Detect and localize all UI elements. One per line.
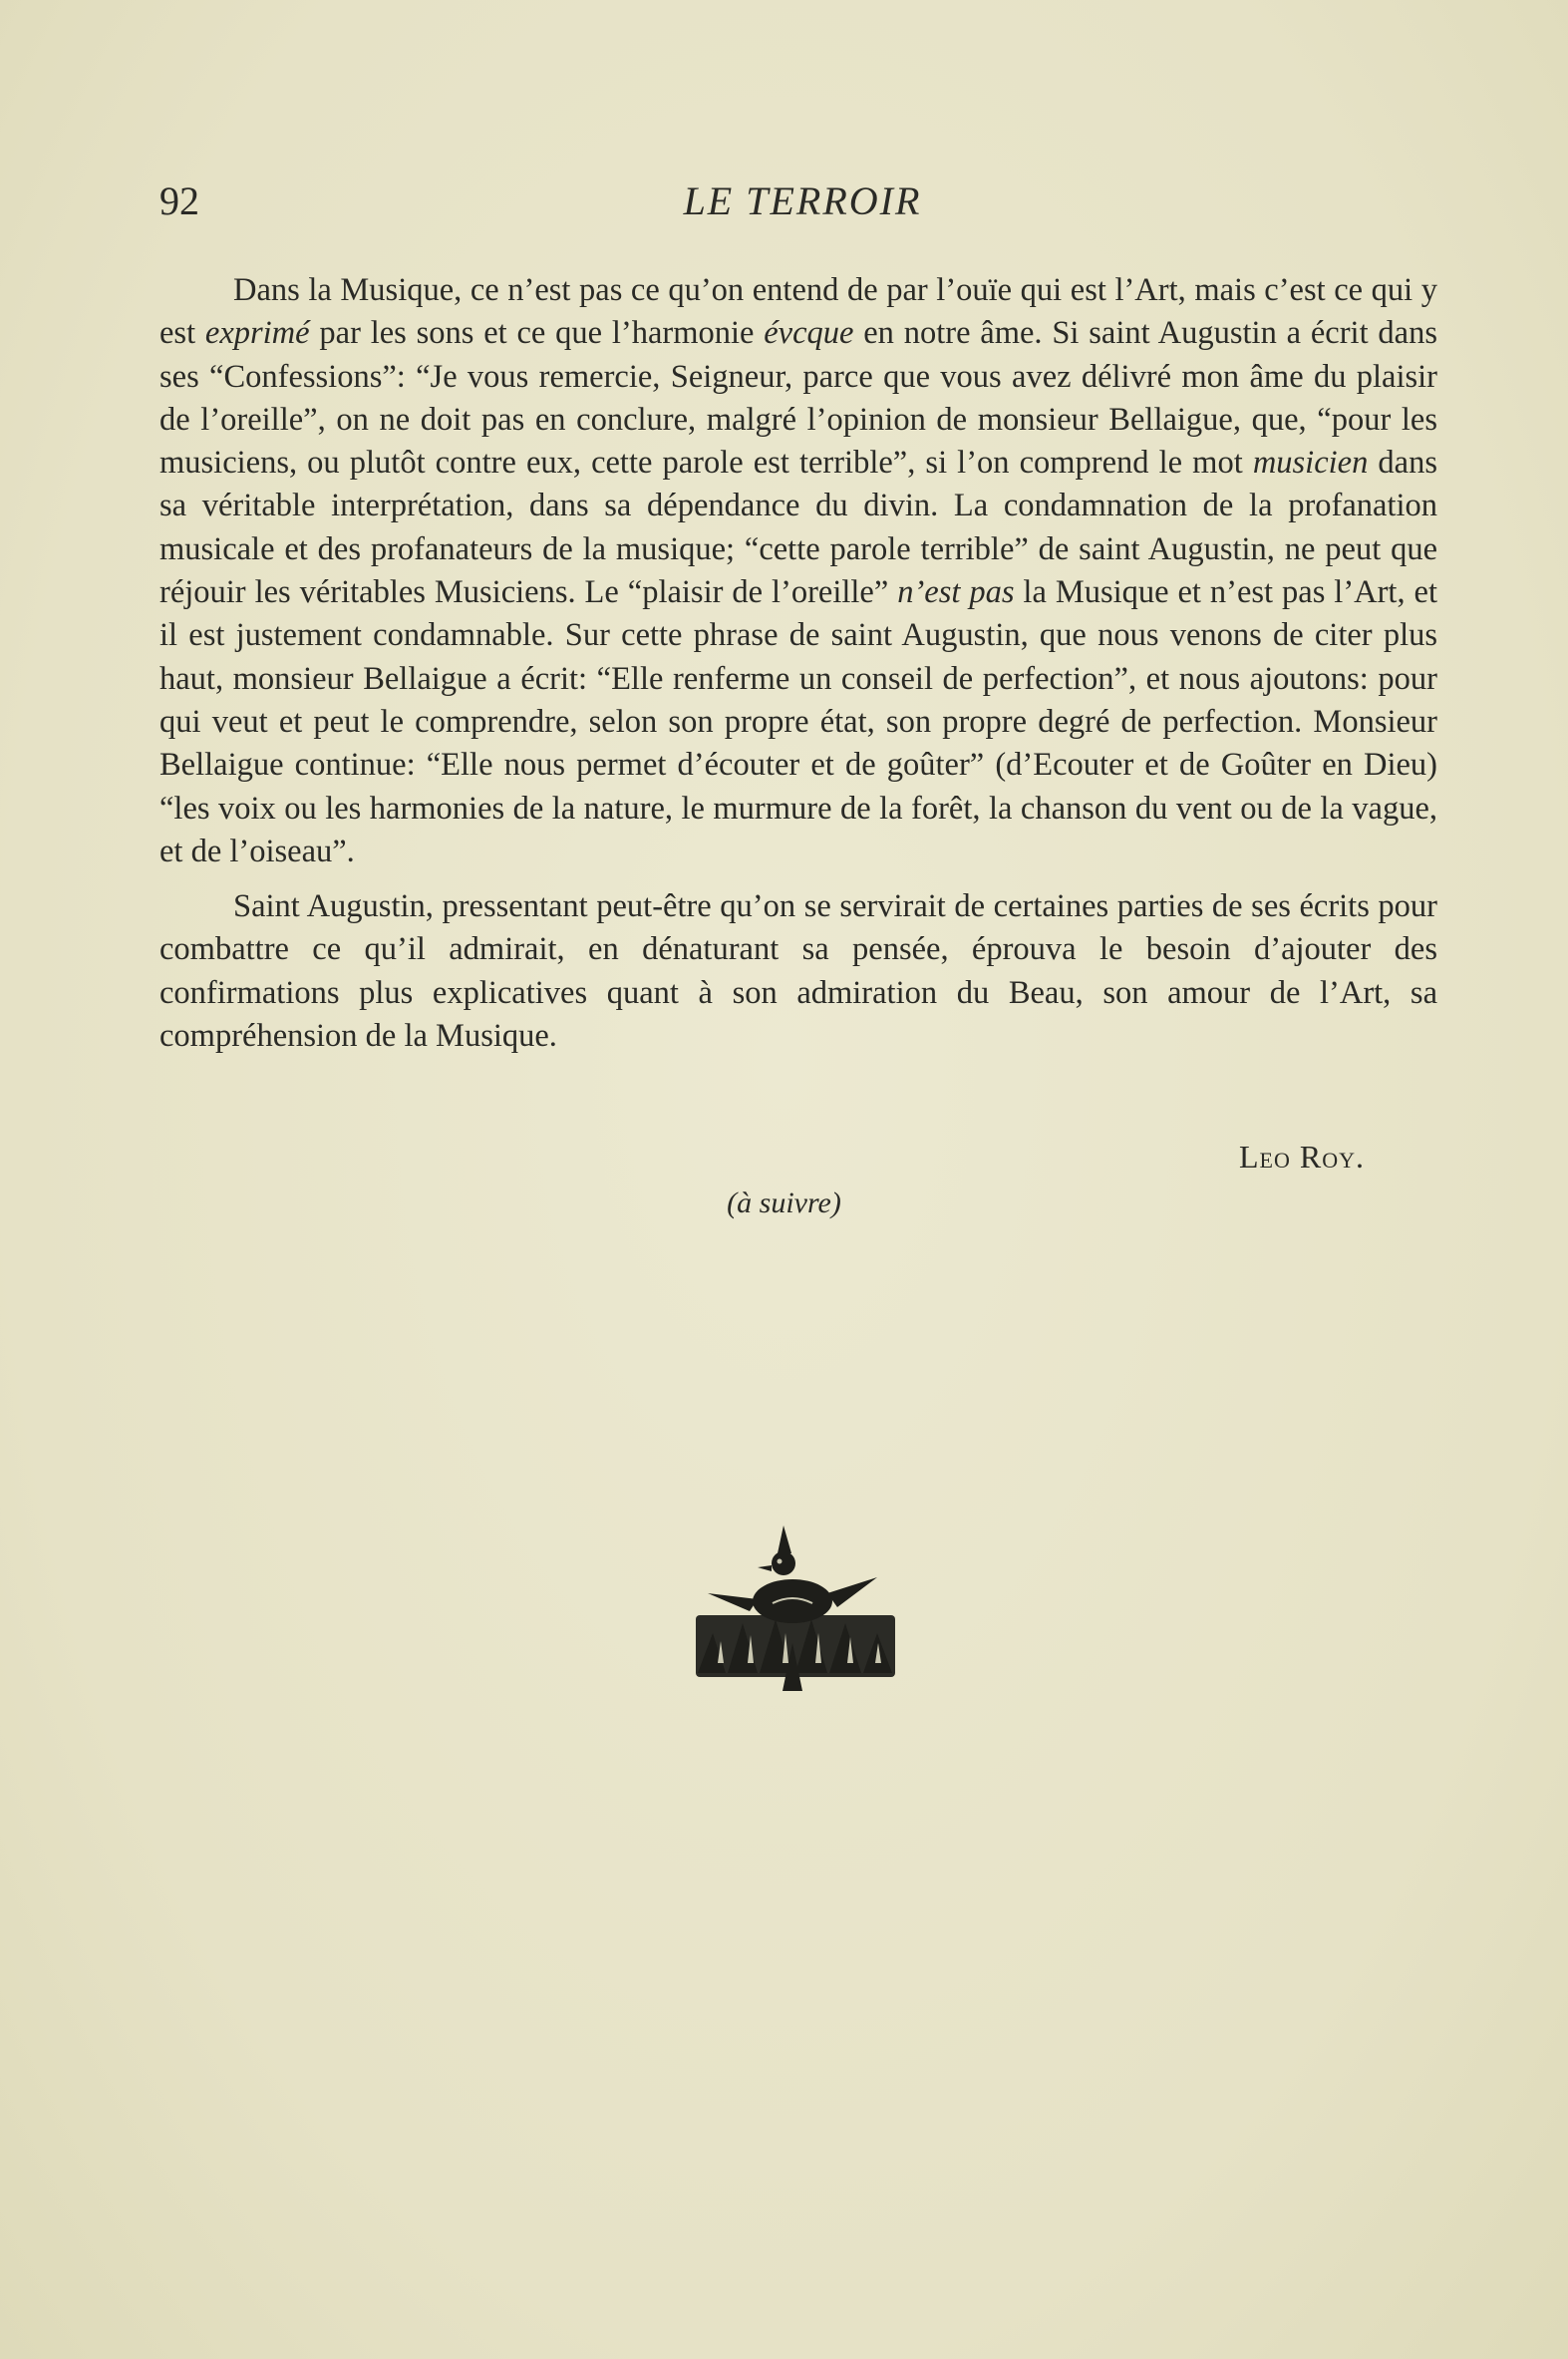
- text-segment: en notre âme. Si saint Augustin a écrit dans ses “Confessions”: “Je vous remercie, Seigneur, parce que vous avez délivré mon âme du plaisir de l’oreille”, on ne doit pas en conclure, malgré l’opinion de monsieur Bellaigue, que, “pour les musiciens, ou plutôt contre eux, cette parole est terrible”, si l’on comprend le mot: [159, 315, 1437, 482]
- continuation-note: (à suivre): [727, 1186, 841, 1219]
- text-segment: par les sons et ce que l’harmonie: [309, 315, 765, 352]
- article-body: [159, 269, 1437, 1070]
- author-signature: Leo Roy.: [1239, 1139, 1365, 1175]
- text-segment: Saint Augustin, pressentant peut-être qu’on se servirait de certaines parties de ses écrits pour combattre ce qu’il admirait, en dénaturant sa pensée, éprouva le besoin d’ajouter des confirmations plus explicatives quant à son admiration du Beau, son amour de l’Art, sa compréhension de la Musique.: [159, 888, 1437, 1055]
- paragraph-2: [159, 885, 1437, 1058]
- paragraph-1: [159, 269, 1437, 873]
- italic-term-exprime: exprimé: [204, 315, 310, 352]
- running-title: LE TERROIR: [683, 178, 922, 223]
- italic-term-nest-pas: n’est pas: [897, 574, 1015, 611]
- text-segment: Dans la Musique, ce n’est pas ce qu’on entend de par l’ouïe qui est l’Art, mais c’est ce qui y est: [159, 272, 1437, 352]
- page-number: 92: [159, 178, 199, 223]
- text-segment: la Musique et n’est pas l’Art, et il est justement condamnable. Sur cette phrase de saint Augustin, que nous venons de citer plus haut, monsieur Bellaigue a écrit: “Elle renferme un conseil de perfection”, et nous ajoutons: pour qui veut et peut le comprendre, selon son propre état, son propre degré de perfection. Monsieur Bellaigue continue: “Elle nous permet d’écouter et de goûter” (d’Ecouter et de Goûter en Dieu) “les voix ou les harmonies de la nature, le murmure de la forêt, la chanson du vent ou de la vague, et de l’oiseau”.: [159, 574, 1437, 869]
- text-segment: dans sa véritable interprétation, dans sa dépendance du divin. La condamnation de la profanation musicale et des profanateurs de la musique; “cette parole terrible” de saint Augustin, ne peut que réjouir les véritables Musiciens. Le “plaisir de l’oreille”: [159, 445, 1437, 611]
- italic-term-evoque: évcque: [764, 315, 854, 352]
- bird-on-wheat-vignette-icon: [688, 1523, 902, 1703]
- italic-term-musicien: musicien: [1252, 445, 1369, 482]
- page-header: [159, 177, 1445, 237]
